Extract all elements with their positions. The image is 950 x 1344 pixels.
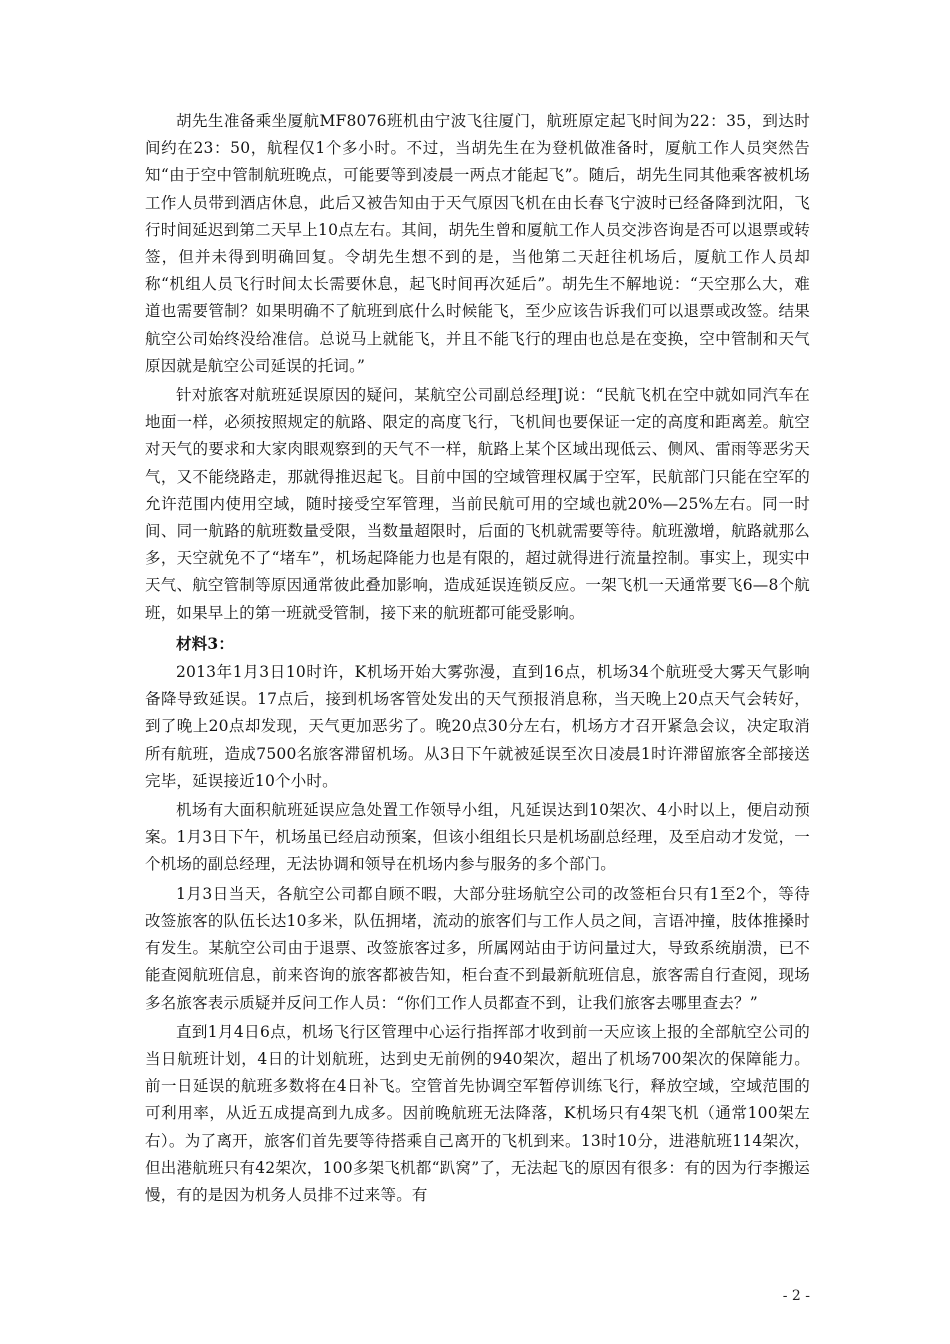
paragraph-2: 针对旅客对航班延误原因的疑问，某航空公司副总经理J说：“民航飞机在空中就如同汽车在地面一样，必须按照规定的航路、限定的高度飞行，飞机间也要保证一定的高度和距离差。航空对天气的要求和大家肉眼观察到的天气不一样，航路上某个区域出现低云、侧风、雷雨等恶劣天气，又不能绕路走，那就得推迟起飞。目前中国的空域管理权属于空军，民航部门只能在空军的允许范围内使用空域，随时接受空军管理，当前民航可用的空域也就20%—25%左右。同一时间、同一航路的航班数量受限，当数量超限时，后面的飞机就需要等待。航班激增，航路就那么多，天空就免不了“堵车”，机场起降能力也是有限的，超过就得进行流量控制。事实上，现实中天气、航空管制等原因通常彼此叠加影响，造成延误连锁反应。一架飞机一天通常要飞6—8个航班，如果早上的第一班就受管制，接下来的航班都可能受影响。 — [145, 386, 810, 622]
material-3-paragraph-4: 直到1月4日6点，机场飞行区管理中心运行指挥部才收到前一天应该上报的全部航空公司的当日航班计划，4日的计划航班，达到史无前例的940架次，超出了机场700架次的保障能力。前一日延误的航班多数将在4日补飞。空管首先协调空军暂停训练飞行，释放空域，空域范围的可利用率，从近五成提高到九成多。因前晚航班无法降落，K机场只有4架飞机（通常100架左右）。为了离开，旅客们首先要等待搭乘自己离开的飞机到来。13时10分，进港航班114架次，但出港航班只有42架次，100多架飞机都“趴窝”了，无法起飞的原因有很多：有的因为行李搬运慢，有的是因为机务人员排不过来等。有 — [145, 1022, 810, 1204]
material-3-paragraph-3: 1月3日当天，各航空公司都自顾不暇，大部分驻场航空公司的改签柜台只有1至2个，等待改签旅客的队伍长达10多米，队伍拥堵，流动的旅客们与工作人员之间，言语冲撞，肢体推搡时有发生。某航空公司由于退票、改签旅客过多，所属网站由于访问量过大，导致系统崩溃，已不能查阅航班信息，前来咨询的旅客都被告知，柜台查不到最新航班信息，旅客需自行查阅，现场多名旅客表示质疑并反问工作人员：“你们工作人员都查不到，让我们旅客去哪里查去？” — [145, 884, 810, 1012]
material-3-paragraph-1: 2013年1月3日10时许，K机场开始大雾弥漫，直到16点，机场34个航班受大雾天气影响备降导致延误。17点后，接到机场客管处发出的天气预报消息称，当天晚上20点天气会转好，到了晚上20点却发现，天气更加恶劣了。晚20点30分左右，机场方才召开紧急会议，决定取消所有航班，造成7500名旅客滞留机场。从3日下午就被延误至次日凌晨1时许滞留旅客全部接送完毕，延误接近10个小时。 — [145, 663, 810, 790]
page-number: - 2 - — [782, 1288, 810, 1304]
material-3-heading: 材料3： — [176, 633, 235, 653]
paragraph-1: 胡先生准备乘坐厦航MF8076班机由宁波飞往厦门，航班原定起飞时间为22：35，到达时间约在23：50，航程仅1个多小时。不过，当胡先生在为登机做准备时，厦航工作人员突然告知“由于空中管制航班晚点，可能要等到凌晨一两点才能起飞”。随后，胡先生同其他乘客被机场工作人员带到酒店休息，此后又被告知由于天气原因飞机在由长春飞宁波时已经备降到沈阳，飞行时间延迟到第二天早上10点左右。其间，胡先生曾和厦航工作人员交涉咨询是否可以退票或转签，但并未得到明确回复。令胡先生想不到的是，当他第二天赶往机场后，厦航工作人员却称“机组人员飞行时间太长需要休息，起飞时间再次延后”。胡先生不解地说：“天空那么大，难道也需要管制？如果明确不了航班到底什么时候能飞，至少应该告诉我们可以退票或改签。结果航空公司始终没给准信。总说马上就能飞，并且不能飞行的理由也总是在变换，空中管制和天气原因就是航空公司延误的托词。” — [145, 112, 810, 375]
material-3-paragraph-2: 机场有大面积航班延误应急处置工作领导小组，凡延误达到10架次、4小时以上，便启动预案。1月3日下午，机场虽已经启动预案，但该小组组长只是机场副总经理，及至启动才发觉，一个机场的副总经理，无法协调和领导在机场内参与服务的多个部门。 — [145, 801, 810, 874]
document-body — [145, 108, 810, 1211]
